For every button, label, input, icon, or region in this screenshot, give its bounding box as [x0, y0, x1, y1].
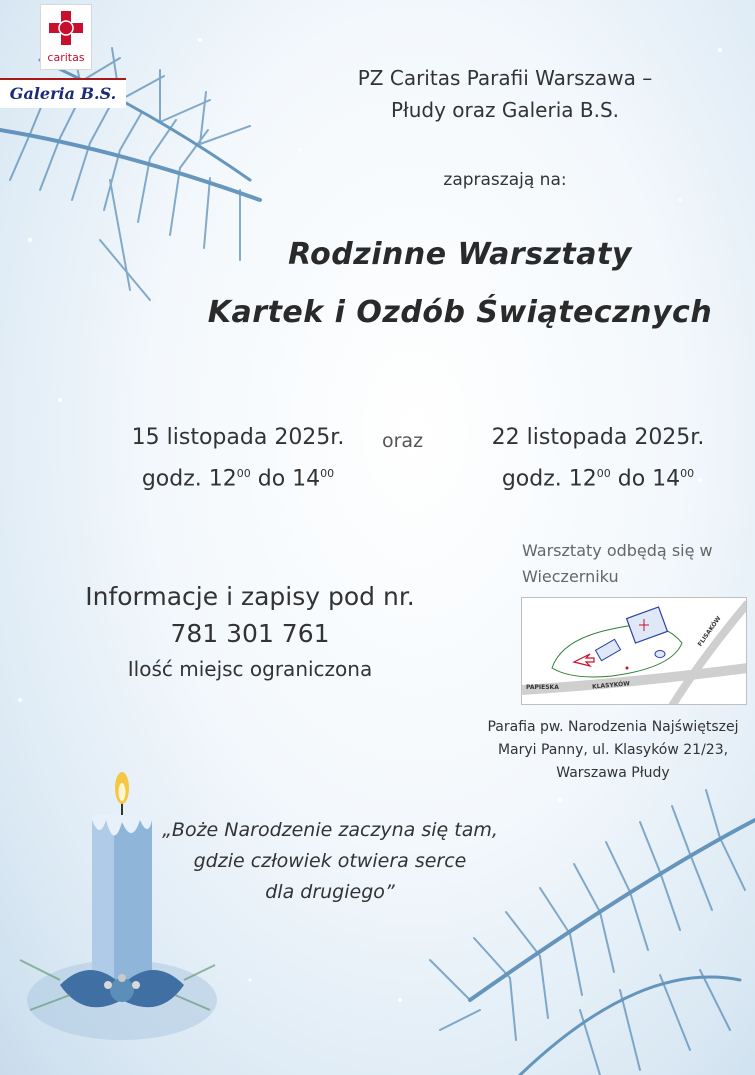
time-first: godz. $12^{00}$ do $14^{00}$: [141, 466, 335, 492]
limited-places-note: Ilość miejsc ograniczona: [127, 657, 373, 681]
venue-address: [478, 716, 748, 785]
time-second: godz. $12^{00}$ do $14^{00}$: [501, 466, 695, 492]
quote-line-2: gdzie człowiek otwiera serce: [193, 850, 467, 872]
venue-line-1: Warsztaty odbędą się w: [522, 541, 713, 560]
address-line-1: Parafia pw. Narodzenia Najświętszej: [487, 719, 739, 735]
event-title-line-1: Rodzinne Warsztaty: [288, 237, 632, 272]
caritas-logo-text: caritas: [47, 51, 85, 64]
location-map: [521, 597, 747, 705]
event-title-line-2: Kartek i Ozdób Świątecznych: [207, 295, 713, 330]
address-line-3: Warszawa Płudy: [556, 765, 670, 781]
info-block: [70, 578, 430, 686]
dates-joiner: oraz: [382, 430, 424, 452]
caritas-logo: [40, 4, 92, 70]
caritas-cross-icon: [47, 9, 85, 47]
quote-line-3: dla drugiego”: [265, 881, 395, 903]
organizer-line-2: Płudy oraz Galeria B.S.: [390, 98, 620, 122]
date-block-first: [108, 420, 368, 497]
venue-note: [522, 538, 742, 590]
map-street-klasykow: KLASYKÓW: [591, 680, 631, 691]
venue-line-2: Wieczerniku: [522, 567, 619, 586]
organizer-text: [300, 62, 710, 126]
christmas-quote: [140, 815, 520, 908]
map-street-flisakow: FLISAKÓW: [696, 615, 723, 648]
date-block-second: [468, 420, 728, 497]
date-second: 22 listopada 2025r.: [491, 425, 705, 450]
map-street-papieska: PAPIESKA: [526, 684, 559, 691]
info-line: Informacje i zapisy pod nr.: [85, 582, 415, 611]
invite-text: zapraszają na:: [443, 170, 567, 190]
address-line-2: Maryi Panny, ul. Klasyków 21/23,: [497, 742, 729, 758]
phone-number: 781 301 761: [170, 619, 330, 648]
quote-line-1: „Boże Narodzenie zaczyna się tam,: [162, 819, 498, 841]
organizer-line-1: PZ Caritas Parafii Warszawa –: [357, 66, 653, 90]
event-title: [180, 226, 740, 342]
date-first: 15 listopada 2025r.: [131, 425, 345, 450]
galeria-logo: Galeria B.S.: [0, 78, 126, 108]
